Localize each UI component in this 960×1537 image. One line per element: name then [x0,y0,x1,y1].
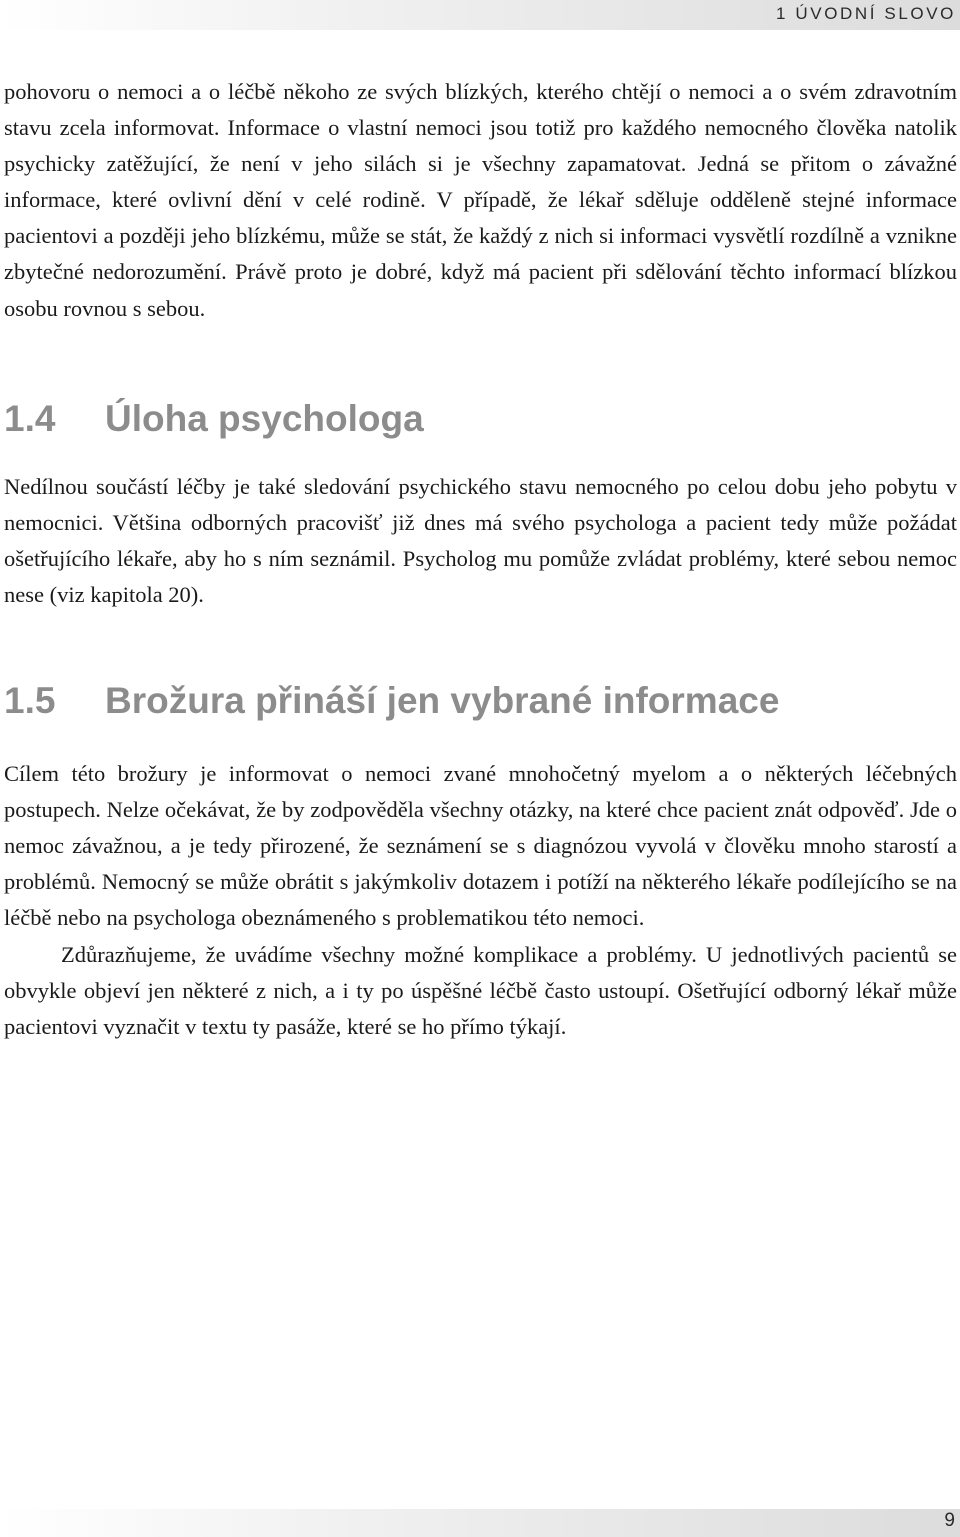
section-paragraph: Cílem této brožury je informovat o nemoci zvané mnohočetný myelom a o některých léčebných postupech. Nelze očekávat, že by zodpověděla všechny otázky, na které chce pacient znát odpověď. Jde o nemoc závažnou, a je tedy přirozené, že seznámení se s diagnózou vyvolá v člověku mnoho starostí a problémů. Nemocný se může obrátit s jakýmkoliv dotazem i potíží na některého lékaře podílejícího se na léčbě nebo na psychologa obeznámeného s problematikou této nemoci. [4,761,957,931]
section-title: Brožura přináší jen vybrané informace [105,680,780,722]
running-head: 1 ÚVODNÍ SLOVO [776,4,956,23]
body-paragraph: pohovoru o nemoci a o léčbě někoho ze svých blízkých, kterého chtějí o nemoci a o svém zdravotním stavu zcela informovat. Informace o vlastní nemoci jsou totiž pro každého nemocného člověka natolik psychicky zatěžující, že není v jeho silách si je všechny zapamatovat. Jedná se přitom o závažné informace, které ovlivní dění v celé rodině. V případě, že lékař sděluje odděleně stejné informace pacientovi a později jeho blízkému, může se stát, že každý z nich si informaci vysvětlí rozdílně a vznikne zbytečné nedorozumění. Právě proto je dobré, když má pacient při sdělování těchto informací blízkou osobu rovnou s sebou. [4,79,957,321]
section-number: 1.4 [4,397,56,439]
section-heading-1-4 [4,397,957,441]
section-heading-1-5 [4,679,957,723]
section-title: Úloha psychologa [105,397,424,439]
section-paragraph: Nedílnou součástí léčby je také sledování psychického stavu nemocného po celou dobu jeho pobytu v nemocnici. Většina odborných pracovišť již dnes má svého psychologa a pacient tedy může požádat ošetřujícího lékaře, aby ho s ním seznámil. Psycholog mu pomůže zvládat problémy, které sebou nemoc nese (viz kapitola 20). [4,473,957,607]
section-paragraph-indented: Zdůrazňujeme, že uvádíme všechny možné komplikace a problémy. U jednotlivých pacientů se obvykle objeví jen některé z nich, a i ty po úspěšné léčbě často ustoupí. Ošetřující odborný lékař může pacientovi vyznačit v textu ty pasáže, které se ho přímo týkají. [4,941,957,1039]
section-number: 1.5 [4,680,56,722]
page-number: 9 [944,1510,955,1531]
footer-bar [0,1509,960,1537]
page-content [4,74,957,1045]
